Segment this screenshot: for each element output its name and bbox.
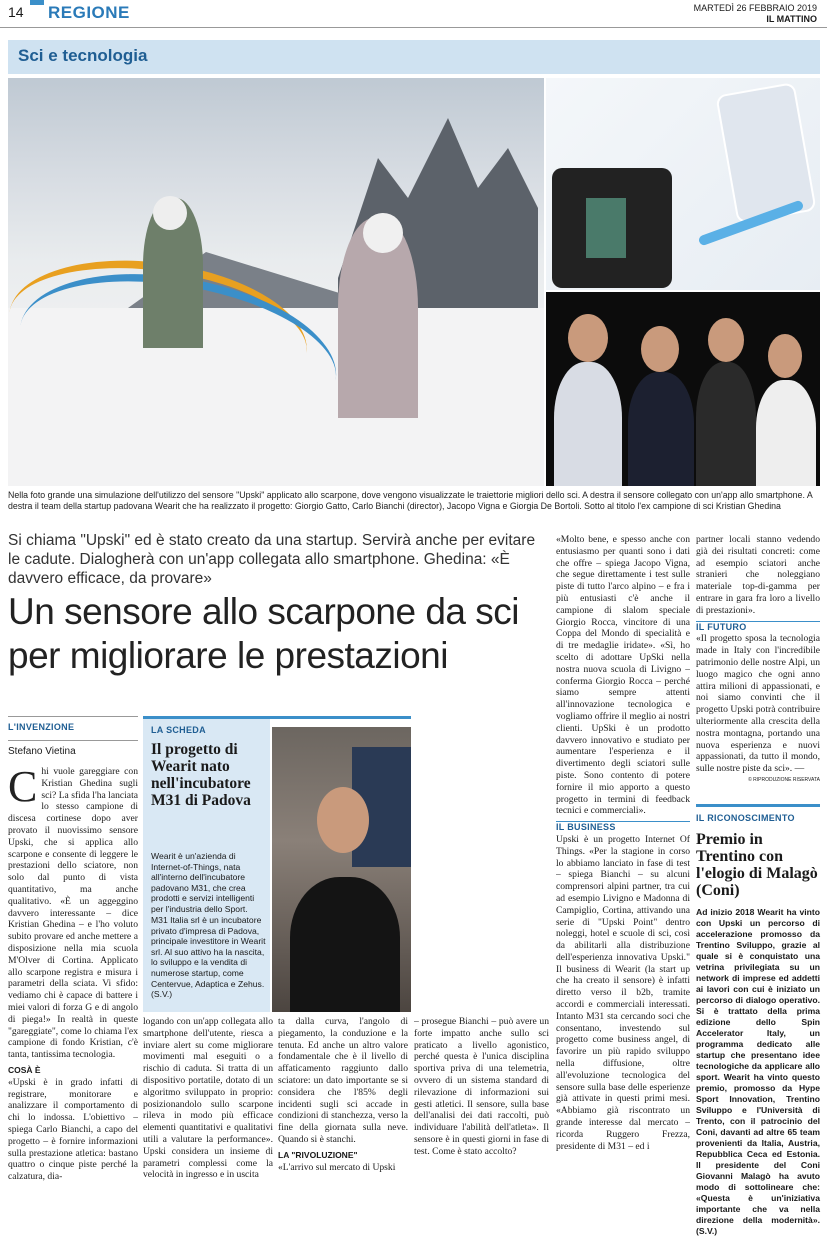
col6-text: partner locali stanno vedendo già dei risultati concreti: come ad esempio sciatori anche stranieri che noleggiano materiale top-di-gamma per entrare in gara fra loro a livello di prestazioni». [696, 534, 820, 616]
sidebar-title: Premio in Trentino con l'elogio di Malagò (Coni) [696, 831, 818, 899]
photo-caption: Nella foto grande una simulazione dell'utilizzo del sensore "Upski" applicato allo scarpone, dove vengono visualizzate le traiettorie migliori dello sci. A destra il sensore collegato con un'app allo smartphone. A destra il team della startup padovana Wearit che ha realizzato il progetto: Giorgio Gatto, Carlo Bianchi (director), Jacopo Vigna e Giorgia De Bortoli. Sotto al titolo l'ex campione di sci Kristian Ghedina [8, 490, 813, 511]
section-title: Sci e tecnologia [18, 46, 148, 65]
col5b-text: Upski è un progetto Internet Of Things. «Per la stagione in corso lo abbiamo lanciato in fase di test – spiega Bianchi – su alcuni comprensori alpini partner, tra cui ad esempio Livigno e Madonna di Campiglio, Cortina, attivando una serie di "Upski Point" dentro noleggi, hotel e scuole di sci, così da abilitarli alla distribuzione dell'esperienza innovativa Upski." Il business di Wearit (la start up che ha creato il sensore) è infatti diretto verso il b2b, tramite accordi e commerciali interessati. Intanto M31 sta cercando soci che consentano, investendo sul progetto come business angel, di favorire un più rapido sviluppo nella diffusione, oltre all'evoluzione tecnologica del sensore sulla base delle esperienze già attivate in questi primi mesi. «Abbiamo già riscontrato un grande interesse dal mercato – ricorda Ruggero Frezza, presidente di M31 – ed i [556, 833, 690, 1152]
date-block [694, 3, 817, 25]
issue-date: MARTEDÌ 26 FEBBRAIO 2019 [693, 3, 817, 13]
subhead-business: IL BUSINESS [556, 822, 616, 833]
col1-text: hi vuole gareggiare con Kristian Ghedina sugli sci? La sfida l'ha lanciata lo stesso campione di discesa cortinese dopo aver provato il nuovissimo sensore Upski, che si applica allo scarpone e consente di leggere le prestazioni dello sciatore, non solo dal punto di vista quantitativo, ma anche qualitativo. «È un aggeggino davvero interessante – dice Kristian Ghedina – e l'ho voluto subito provare ed anche mettere a disposizione nella mia scuola M'Olver di Cortina. Applicato allo scarpone registra e misura i parametri della sciata. Vi sfido: vediamo chi è capace di battere i miei valori di forza G e di angolo di piega!» In realtà in queste "gareggiate", come lo chiama l'ex campione di fondo Kristian, c'è tanta, tantissima tecnologia. [8, 766, 138, 1061]
box-text-1: Wearit è un'azienda di Internet-of-Things, nata all'interno dell'incubatore padovano M31, che crea prodotti e servizi intelligenti per l'industria dello Sport. [151, 851, 255, 914]
article-column-1 [8, 766, 138, 1196]
byline: Stefano Vietina [8, 746, 76, 757]
article-column-6 [696, 534, 820, 796]
box-title: Il progetto di Wearit nato nell'incubatore M31 di Padova [151, 741, 251, 809]
col5-text: «Molto bene, e spesso anche con entusiasmo per quanti sono i dati che offre – spiega Jacopo Vigna, che segue direttamente i test sulle piste di tutto l'arco alpino – e fra i più entusiasti c'è anche il campione di slalom speciale Giorgio Rocca, vincitore di una Coppa del Mondo di specialità e di tre medaglie iridate». «Sì, ho scelto di adottare UpSki nella nostra nuova scuola di Livigno – conferma Giorgio Rocca – perché siamo sempre attenti all'innovazione tecnologica e vogliamo offrire il meglio ai nostri clienti. UpSki è un prodotto davvero innovativo e studiato per aumentare l'esperienza e il divertimento degli sciatori sulle piste. Sono contento di potere fornire il mio apporto a questo progetto in termini di feedback tecnici e commerciali». [556, 534, 690, 817]
ghedina-photo [272, 727, 411, 1012]
divider [8, 740, 138, 741]
headline: Un sensore allo scarpone da sci per migliorare le prestazioni [8, 591, 520, 676]
page-number: 14 [8, 4, 24, 20]
box-text-2: M31 Italia srl è un incubatore privato d'impresa di Padova, principale investitore in Wearit srl. Al suo attivo ha la nascita, lo sviluppo e la vendita di numerose startup, come Centervue, Adaptica e Zehus. (S.V.) [151, 915, 266, 1000]
article-column-2: logando con un'app collegata allo smartphone dell'utente, riesca a inviare alert su come migliorare movimenti mal eseguiti o a rischio di caduta. Si tratta di un dispositivo portatile, dotato di un algoritmo sviluppato in proprio: posizionandolo sullo scarpone rileva in modo più efficace elementi quantitativi e qualitativi utili a valutare la performance». Upski considera un insieme di parametri complessi come la velocità in ingresso e in uscita [143, 1016, 273, 1181]
sidebar-kicker: IL RICONOSCIMENTO [696, 813, 795, 823]
col3b-text: «L'arrivo sul mercato di Upski [278, 1161, 396, 1173]
box-kicker: LA SCHEDA [151, 725, 206, 735]
subhead-cosa: COSÀ È [8, 1064, 41, 1075]
main-photo-skiers [8, 78, 544, 486]
article-column-5 [556, 534, 690, 1200]
sidebar-text: Ad inizio 2018 Wearit ha vinto con Upski un percorso di accelerazione promosso da Trentino Sviluppo, grazie al quale si è conquistato una vetrina privilegiata su un network di imprese ed addetti ai lavori con cui è iniziato un percorso di dialogo operativo. Si è trattato della prima edizione dello Spin Accelerator Italy, un programma dedicato alle startup che presentano idee tecnologiche da applicare allo sport. Wearit ha vinto questo premio, promosso da Hype Sport Innovation, Trentino Sviluppo e l'Università di Trento, con il patrocinio del Coni, davanti ad altre 65 team provenienti da Italia, Austria, Repubblica Ceca ed Estonia. Il presidente del Coni Giovanni Malagò ha avuto modo di sottolineare che: «Questa è un'iniziativa importante che va nella direzione della modernità». (S.V.) [696, 907, 820, 1236]
info-box [143, 716, 411, 1012]
divider [8, 716, 138, 717]
col6b-text: «Il progetto sposa la tecnologia made in Italy con l'incredibile patrimonio delle nostre Alpi, un luogo magico che ogni anno attira milioni di appassionati, e noi siamo convinti che il progetto Upski potrà contribuire ulteriormente alla crescita della nostra montagna, portando una nuova esperienza e nuovi appassionati, da tutto il mondo, sulle nostre piste da sci». — [696, 633, 820, 775]
col3-text: ta dalla curva, l'angolo di piegamento, la conduzione e la tenuta. Ed anche un altro valore fondamentale che è il livello di affaticamento raggiunto dallo sciatore: un dato importante se si considera che l'85% degli incidenti sugli sci accade in condizioni di stanchezza, verso la fine della giornata sulla neve. Quando si è stanchi. [278, 1016, 408, 1145]
newspaper-name: IL MATTINO [766, 14, 817, 24]
team-photo [546, 292, 820, 486]
col1b-text: «Upski è in grado infatti di registrare, monitorare e analizzare il comportamento di chi lo indossa. L'obiettivo – spiega Carlo Bianchi, a capo del progetto – è fornire informazioni sulla prestazione atletica: bastano quattro o cinque piste perché la calzatura, dia- [8, 1076, 138, 1183]
article-kicker: L'INVENZIONE [8, 722, 75, 732]
region-label: REGIONE [48, 3, 130, 22]
subhead-rivoluzione: LA "RIVOLUZIONE" [278, 1149, 358, 1160]
subheadline: Si chiama "Upski" ed è stato creato da una startup. Servirà anche per evitare le cadute. Dialogherà con un'app collegata allo smartphone. Ghedina: «È davvero efficace, da provare» [8, 532, 536, 587]
page-marker [30, 0, 44, 5]
drop-cap: C [8, 766, 38, 811]
subhead-futuro: IL FUTURO [696, 621, 747, 632]
article-column-3 [278, 1016, 408, 1200]
box-text-panel [143, 719, 270, 1012]
section-banner [8, 40, 820, 74]
sensor-photo [546, 78, 820, 290]
article-column-4: – prosegue Bianchi – può avere un forte impatto anche sullo sci praticato a livello agonistico, perché questa è l'unica disciplina sportiva priva di una telemetria, ovvero di un sistema standard di rilevazione di informazioni sui gesti atletici. Il sensore, sulla base dell'analisi dei dati raccolti, può individuare l'abilità dell'atleta». Il sensore è in questi giorni in fase di test. Come è stato accolto? [414, 1016, 549, 1157]
award-sidebar [696, 804, 820, 1236]
copyright-notice: © RIPRODUZIONE RISERVATA [748, 776, 820, 783]
